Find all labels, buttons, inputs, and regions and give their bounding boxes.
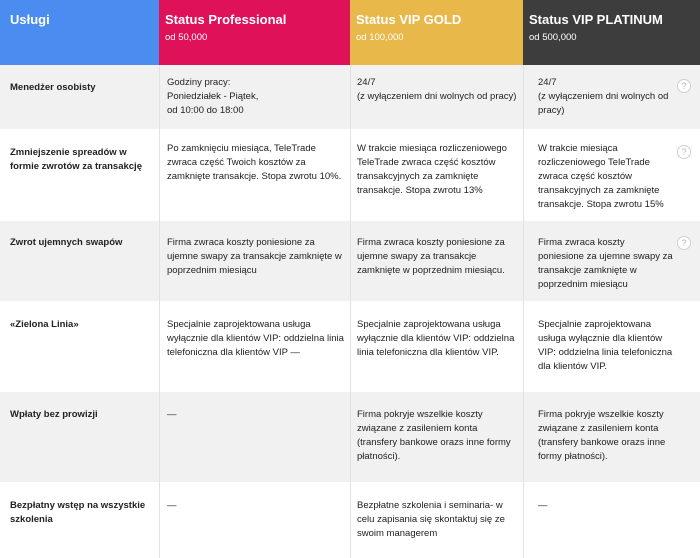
cell-professional: Specjalnie zaprojektowana usługa wyłącznie dla klientów VIP: oddzielna linia telefoniczna dla klientów VIP — [167, 319, 344, 358]
cell-professional: Firma zwraca koszty poniesione za ujemne swapy za transakcje zamknięte w poprzednim miesiącu [167, 237, 342, 276]
column-divider [159, 65, 160, 558]
question-mark-circle-icon[interactable]: ? [677, 79, 691, 93]
cell-gold: Firma pokryje wszelkie koszty związane z zasileniem konta (transfery bankowe orazs inne formy płatności). [357, 409, 511, 462]
question-mark-circle-icon[interactable]: ? [677, 236, 691, 250]
header-platinum-title: Status VIP PLATINUM [529, 12, 663, 27]
header-services [0, 0, 159, 65]
header-gold [350, 0, 523, 65]
header-gold-title: Status VIP GOLD [356, 12, 462, 27]
cell-professional: — [167, 500, 177, 511]
cell-platinum: Firma pokryje wszelkie koszty związane z zasileniem konta (transfery bankowe orazs inne formy płatności). [538, 409, 666, 462]
cell-platinum: 24/7 (z wyłączeniem dni wolnych od pracy) [538, 77, 669, 116]
cell-gold: W trakcie miesiąca rozliczeniowego TeleTrade zwraca część kosztów transakcyjnych za zamknięte transakcje. Stopa zwrotu 13% [357, 143, 507, 196]
cell-professional: Godziny pracy: Poniedziałek - Piątek, od 10:00 do 18:00 [167, 77, 259, 116]
row-label: Menedżer osobisty [10, 82, 96, 93]
cell-professional: — [167, 409, 177, 420]
row-label: Wpłaty bez prowizji [10, 409, 98, 420]
column-divider [523, 65, 524, 558]
cell-gold: Bezpłatne szkolenia i seminaria- w celu zapisania się skontaktuj się ze swoim managerem [357, 500, 505, 539]
column-divider [350, 65, 351, 558]
header-professional-threshold: od 50,000 [165, 32, 208, 43]
header-professional-title: Status Professional [165, 12, 287, 27]
cell-platinum: W trakcie miesiąca rozliczeniowego TeleTrade zwraca część kosztów transakcyjnych za zamknięte transakcje. Stopa zwrotu 15% [538, 143, 664, 210]
cell-platinum: Firma zwraca koszty poniesione za ujemne swapy za transakcje zamknięte w poprzednim miesiącu [538, 237, 673, 290]
row-label: Zwrot ujemnych swapów [10, 237, 123, 248]
header-services-title: Usługi [10, 12, 50, 27]
cell-professional: Po zamknięciu miesiąca, TeleTrade zwraca część Twoich kosztów za zamknięte transakcje. Stopa zwrotu 10%. [167, 143, 342, 182]
cell-platinum: — [538, 500, 548, 511]
row-label: «Zielona Linia» [10, 319, 79, 330]
header-professional [159, 0, 350, 65]
header-platinum [523, 0, 700, 65]
cell-gold: Firma zwraca koszty poniesione za ujemne swapy za transakcje zamknięte w poprzednim miesiącu. [357, 237, 505, 276]
cell-gold: Specjalnie zaprojektowana usługa wyłącznie dla klientów VIP: oddzielna linia telefoniczna dla klientów VIP. [357, 319, 515, 358]
cell-platinum: Specjalnie zaprojektowana usługa wyłącznie dla klientów VIP: oddzielna linia telefoniczna dla klientów VIP. [538, 319, 673, 372]
row-label: Zmniejszenie spreadów w formie zwrotów za transakcję [10, 147, 142, 172]
header-gold-threshold: od 100,000 [356, 32, 404, 43]
row-label: Bezpłatny wstęp na wszystkie szkolenia [10, 500, 146, 525]
header-platinum-threshold: od 500,000 [529, 32, 577, 43]
question-mark-circle-icon[interactable]: ? [677, 145, 691, 159]
cell-gold: 24/7 (z wyłączeniem dni wolnych od pracy) [357, 77, 517, 102]
